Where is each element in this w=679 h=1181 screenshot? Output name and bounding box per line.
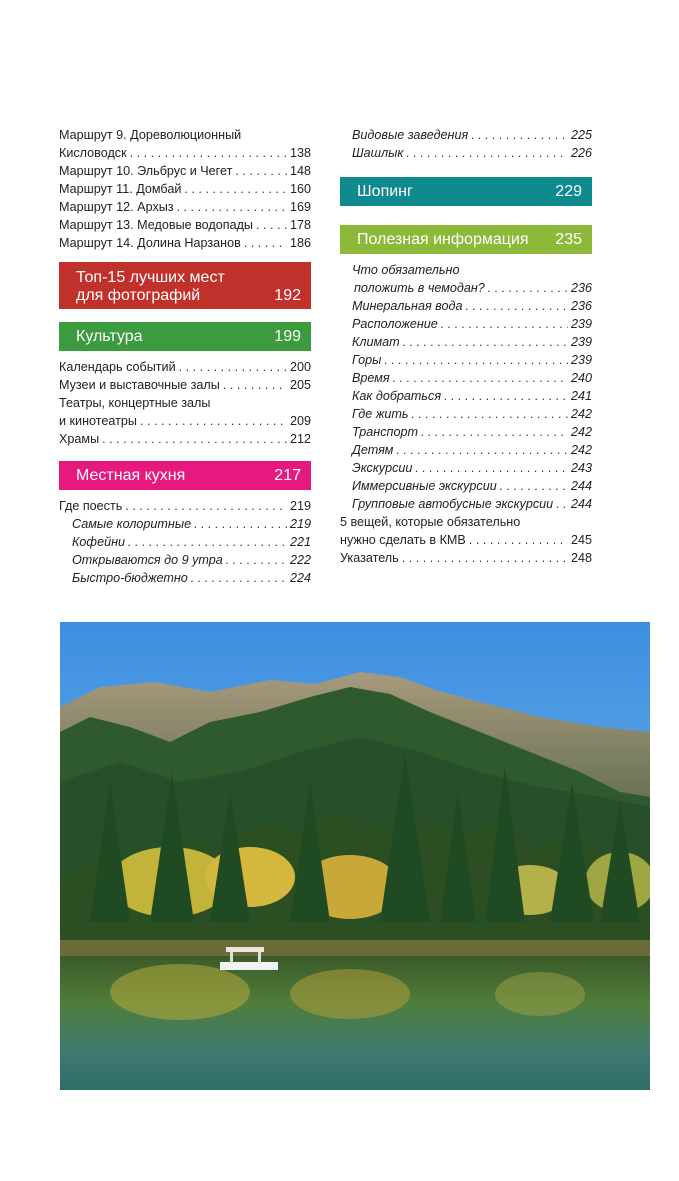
toc-entry-early-open[interactable] [59,551,311,569]
toc-entry-title: Что обязательно [352,263,460,277]
section-title: Шопинг [357,182,413,200]
toc-right-column [340,126,592,567]
toc-entry-title: Музеи и выставочные залы [59,378,220,392]
toc-entry-location[interactable] [340,315,592,333]
toc-entry-temples[interactable] [59,430,311,448]
toc-entry-title: Как добраться [352,389,442,403]
toc-page-number: 240 [570,371,592,385]
toc-entry-bus-tours[interactable] [340,495,592,513]
toc-page-number: 221 [289,535,311,549]
toc-page-number: 245 [570,533,592,547]
toc-entry-title: Видовые заведения [352,128,469,142]
toc-entry-title: Время [352,371,390,385]
toc-entry-coffee[interactable] [59,533,311,551]
toc-entry-where-to-stay[interactable] [340,405,592,423]
toc-page-number: 169 [289,200,311,214]
section-useful-info-bar[interactable] [340,225,592,254]
toc-page-number: 200 [289,360,311,374]
toc-entry-title: Театры, концертные залы [59,396,211,410]
toc-page-number: 224 [289,571,311,585]
toc-page-number: 148 [289,164,311,178]
toc-entry-five-things[interactable] [340,513,592,549]
toc-entry-title: Минеральная вода [352,299,463,313]
toc-entry-route-9[interactable] [59,126,311,162]
toc-page-number: 219 [289,517,311,531]
toc-entry-title: Маршрут 11. Домбай [59,182,182,196]
toc-entry-title: Маршрут 12. Архыз [59,200,174,214]
toc-entry-fast-budget[interactable] [59,569,311,587]
section-page-number: 229 [555,182,582,200]
toc-entry-shashlik[interactable] [340,144,592,162]
toc-entry-title: нужно сделать в КМВ [340,533,466,547]
toc-page-number: 160 [289,182,311,196]
toc-entry-title: Детям [352,443,394,457]
toc-page-number: 186 [289,236,311,250]
toc-page-number: 242 [570,425,592,439]
toc-entry-theatres[interactable] [59,394,311,430]
toc-entry-title: Транспорт [352,425,418,439]
toc-page-number: 178 [289,218,311,232]
toc-entry-title: и кинотеатры [59,414,137,428]
toc-entry-route-10[interactable] [59,162,311,180]
toc-page-number: 138 [289,146,311,160]
toc-page-number: 219 [289,499,311,513]
toc-entry-mountains[interactable] [340,351,592,369]
toc-entry-title: положить в чемодан? [354,281,485,295]
toc-entry-index[interactable] [340,549,592,567]
toc-entry-how-to-get[interactable] [340,387,592,405]
toc-page-number: 236 [570,281,592,295]
toc-entry-colorful[interactable] [59,515,311,533]
toc-page-number: 244 [570,497,592,511]
toc-page-number: 243 [570,461,592,475]
toc-entry-route-12[interactable] [59,198,311,216]
toc-entry-title: Кисловодск [59,146,127,160]
toc-entry-suitcase[interactable] [340,261,592,297]
section-title [76,269,225,305]
toc-entry-where-to-eat[interactable] [59,497,311,515]
toc-entry-transport[interactable] [340,423,592,441]
toc-page-number: 205 [289,378,311,392]
mountain-lake-photo [60,622,650,1090]
toc-entry-title: Храмы [59,432,100,446]
toc-entry-mineral-water[interactable] [340,297,592,315]
toc-entry-title: Маршрут 13. Медовые водопады [59,218,253,232]
toc-entry-route-11[interactable] [59,180,311,198]
toc-entry-time[interactable] [340,369,592,387]
toc-entry-kids[interactable] [340,441,592,459]
toc-left-column [59,126,311,587]
section-page-number: 192 [274,287,301,304]
toc-page-number: 242 [570,443,592,457]
toc-entry-title: Климат [352,335,400,349]
toc-entry-museums[interactable] [59,376,311,394]
section-culture-bar[interactable] [59,322,311,351]
section-title-line1: Топ-15 лучших мест [76,269,225,286]
toc-page-number: 225 [570,128,592,142]
toc-entry-title: Кофейни [72,535,126,549]
toc-page-number: 239 [570,353,592,367]
landscape-illustration [60,622,650,1090]
section-title-line2: для фотографий [76,287,201,304]
toc-entry-title: Групповые автобусные экскурсии [352,497,554,511]
section-page-number: 235 [555,230,582,248]
toc-page-number: 222 [289,553,311,567]
toc-entry-title: Маршрут 10. Эльбрус и Чегет [59,164,233,178]
toc-entry-title: Быстро-бюджетно [72,571,188,585]
section-title: Культура [76,327,143,345]
toc-entry-title: Иммерсивные экскурсии [352,479,497,493]
toc-entry-title: Экскурсии [352,461,413,475]
toc-entry-immersive[interactable] [340,477,592,495]
toc-entry-route-13[interactable] [59,216,311,234]
toc-page-number: 209 [289,414,311,428]
toc-entry-calendar[interactable] [59,358,311,376]
section-title: Местная кухня [76,466,186,484]
toc-entry-excursions[interactable] [340,459,592,477]
toc-entry-title: Маршрут 14. Долина Нарзанов [59,236,241,250]
toc-entry-title: Календарь событий [59,360,176,374]
toc-page-number: 239 [570,317,592,331]
toc-entry-climate[interactable] [340,333,592,351]
toc-entry-title: Где поесть [59,499,123,513]
toc-page-number: 248 [570,551,592,565]
section-page-number: 217 [274,466,301,484]
toc-page-number: 239 [570,335,592,349]
toc-entry-title: Открываются до 9 утра [72,553,223,567]
toc-entry-route-14[interactable] [59,234,311,252]
toc-entry-title: Расположение [352,317,438,331]
toc-page-number: 241 [570,389,592,403]
toc-entry-title: 5 вещей, которые обязательно [340,515,521,529]
section-shopping-bar[interactable] [340,177,592,206]
toc-entry-title: Где жить [352,407,409,421]
toc-entry-viewpoints[interactable] [340,126,592,144]
toc-page-number: 236 [570,299,592,313]
section-page-number: 199 [274,327,301,345]
toc-entry-title: Маршрут 9. Дореволюционный [59,128,242,142]
section-top15-bar[interactable] [59,262,311,309]
section-cuisine-bar[interactable] [59,461,311,490]
toc-entry-title: Самые колоритные [72,517,192,531]
toc-entry-title: Горы [352,353,382,367]
toc-page-number: 244 [570,479,592,493]
toc-entry-title: Шашлык [352,146,404,160]
toc-page-number: 212 [289,432,311,446]
toc-page-number: 242 [570,407,592,421]
section-title: Полезная информация [357,230,529,248]
toc-entry-title: Указатель [340,551,399,565]
toc-page-number: 226 [570,146,592,160]
